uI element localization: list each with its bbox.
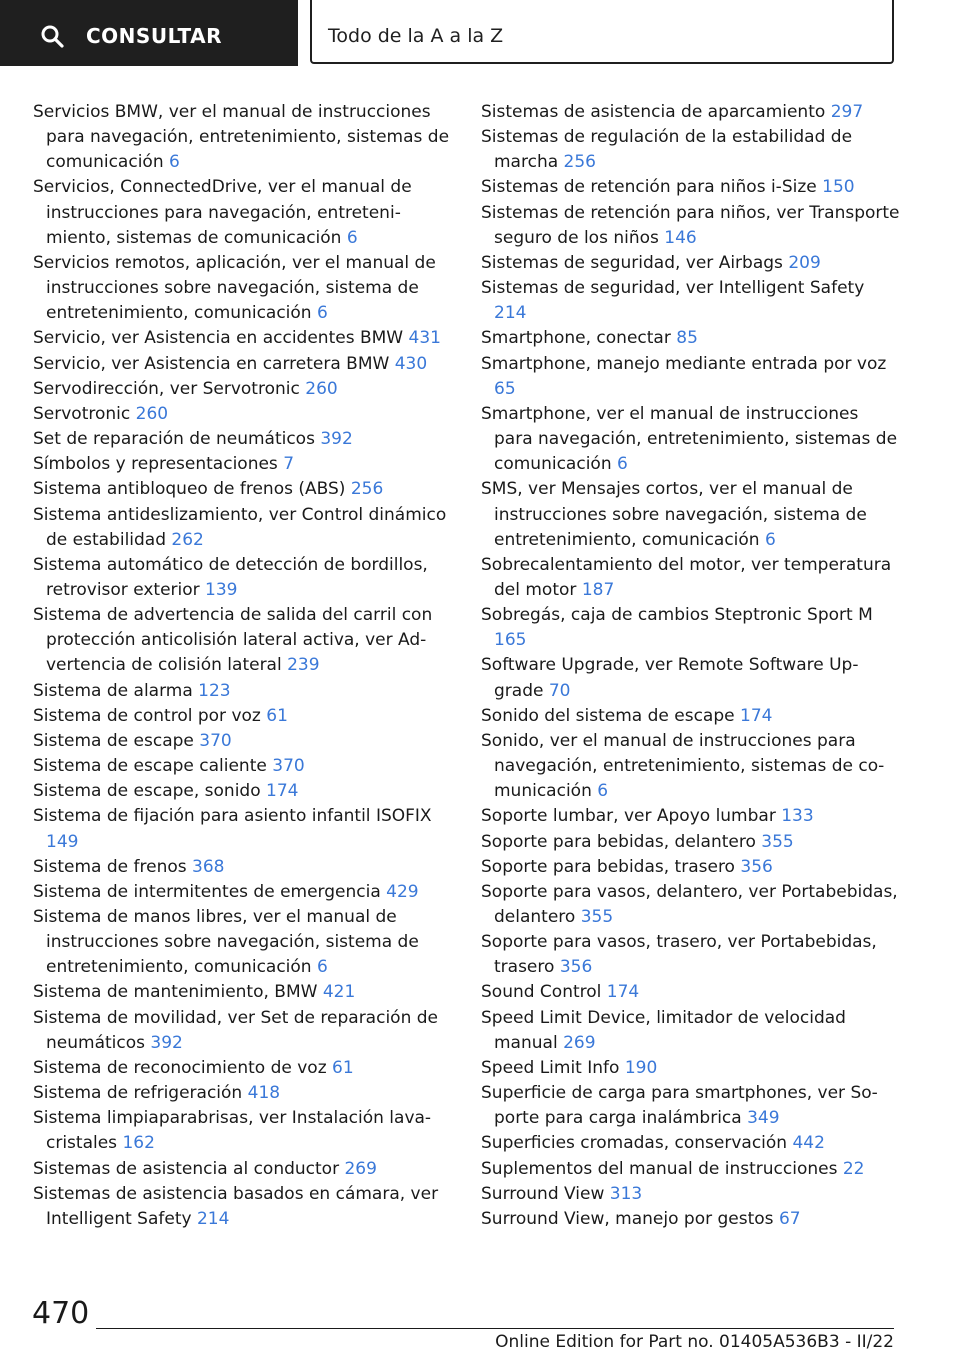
index-entry [33,477,453,502]
page-reference-link[interactable]: 349 [747,1108,780,1129]
index-entry-text: Surround View [481,1183,605,1204]
page-reference-link[interactable]: 6 [617,454,628,475]
index-entry-text: Sistema antibloqueo de frenos (ABS) [33,479,346,500]
page-reference-link[interactable]: 214 [494,303,527,324]
index-entry-text: Smartphone, ver el manual de instrucciones para navegación, entretenimiento, sistemas de comunicación [481,403,898,475]
index-entry-text: Sistema de refrigeración [33,1083,243,1104]
footer-divider [96,1328,894,1329]
index-entry-text: Sistema de control por voz [33,705,261,726]
index-entry [481,1081,901,1131]
index-entry-text: Sistemas de seguridad, ver Intelligent Safety [481,278,865,299]
page-reference-link[interactable]: 260 [305,378,338,399]
page-reference-link[interactable]: 356 [559,957,593,978]
index-entry-text: Soporte para bebidas, trasero [481,856,735,877]
index-entry-text: Sistemas de asistencia basados en cámara, ver Intelligent Safety [33,1183,439,1229]
page-reference-link[interactable]: 150 [822,177,855,198]
page-reference-link[interactable]: 269 [344,1158,377,1179]
index-entry [33,175,453,250]
index-entry-text: Sistema de escape caliente [33,756,267,777]
index-entry [481,1182,901,1207]
index-entry-text: Set de reparación de neumáticos [33,429,315,450]
index-entry-text: Sistema limpiaparabrisas, ver Instalación lavacristales [33,1108,432,1154]
page-reference-link[interactable]: 7 [283,454,295,475]
index-entry-text: Sistema de manos libres, ver el manual de instrucciones sobre navegación, sistema de entretenimiento, comunicación [33,907,419,978]
page-reference-link[interactable]: 6 [597,781,609,802]
page-reference-link[interactable]: 149 [46,831,79,852]
page-reference-link[interactable]: 6 [169,152,180,173]
search-icon [40,24,64,48]
page-reference-link[interactable]: 368 [192,856,225,877]
index-entry [33,427,453,452]
page-reference-link[interactable]: 260 [135,403,169,424]
index-entry [33,251,453,326]
index-entry [33,1182,453,1232]
section-title: Todo de la A a la Z [328,25,504,47]
index-entry-text: Sistema de mantenimiento, BMW [33,982,318,1003]
index-column-right [481,100,901,1232]
index-entry-text: Sistema de escape, sonido [33,781,261,802]
index-entry-text: Sistemas de retención para niños, ver Transporte seguro de los niños [481,202,900,248]
index-entry-text: Sistema automático de detección de bordillos, retrovisor exterior [33,554,428,600]
index-entry-text: Servotronic [33,403,131,424]
index-entry [33,1157,453,1182]
index-entry-text: Superficie de carga para smartphones, ver Soporte para carga inalámbrica [481,1083,878,1129]
index-entry [481,125,901,175]
index-entry [481,804,901,829]
page-reference-link[interactable]: 6 [316,303,328,324]
index-entry [33,326,453,351]
index-entry [481,326,901,351]
index-entry [481,930,901,980]
index-entry-text: Soporte para vasos, delantero, ver Portabebidas, delantero [481,881,898,927]
index-entry [481,1006,901,1056]
consult-button[interactable] [0,0,298,66]
page-number: 470 [32,1296,90,1331]
page-reference-link[interactable]: 269 [563,1032,596,1053]
page-reference-link[interactable]: 174 [266,781,299,802]
page-reference-link[interactable]: 313 [609,1183,643,1204]
page-reference-link[interactable]: 421 [322,982,356,1003]
page-reference-link[interactable]: 61 [266,705,288,726]
page-reference-link[interactable]: 22 [842,1158,865,1179]
index-entry-text: Soporte para vasos, trasero, ver Portabebidas, trasero [481,932,877,978]
page-reference-link[interactable]: 174 [606,982,640,1003]
page-reference-link[interactable]: 162 [122,1133,155,1154]
index-entry-text: Sonido del sistema de escape [481,705,735,726]
page-reference-link[interactable]: 429 [386,881,419,902]
index-entry-text: Sistema de fijación para asiento infantil ISOFIX [33,806,432,827]
page-reference-link[interactable]: 256 [350,479,384,500]
index-entry [481,553,901,603]
page-reference-link[interactable]: 239 [287,655,320,676]
index-entry [481,855,901,880]
index-entry [33,1106,453,1156]
index-entry-text: Suplementos del manual de instrucciones [481,1158,838,1179]
index-entry [33,352,453,377]
index-entry [481,880,901,930]
index-entry [33,779,453,804]
index-entry [481,729,901,804]
page-reference-link[interactable]: 133 [781,806,814,827]
index-entry-text: Servodirección, ver Servotronic [33,378,300,399]
index-entry-text: Servicios BMW, ver el manual de instrucciones para navegación, entretenimiento, sistemas de comunicación [33,102,450,173]
page-reference-link[interactable]: 190 [624,1057,658,1078]
index-entry-text: Servicio, ver Asistencia en accidentes BMW [33,328,404,349]
index-entry [33,855,453,880]
index-entry [481,352,901,402]
index-entry [481,1207,901,1232]
page-reference-link[interactable]: 174 [740,705,773,726]
index-entry [33,704,453,729]
index-entry [33,729,453,754]
index-entry-text: Servicios remotos, aplicación, ver el manual de instrucciones sobre navegación, sistema de entretenimiento, comunicación [33,252,436,324]
page-reference-link[interactable]: 356 [740,856,773,877]
page-reference-link[interactable]: 146 [664,227,697,248]
index-entry-text: Sistema antideslizamiento, ver Control dinámico de estabilidad [33,504,447,550]
index-entry-text: Sistema de escape [33,730,194,751]
index-entry [33,880,453,905]
index-entry-text: Sistema de alarma [33,680,193,701]
section-tab[interactable] [310,0,894,64]
index-entry-text: Software Upgrade, ver Remote Software Upgrade [481,655,859,701]
page-reference-link[interactable]: 262 [171,529,204,550]
index-entry [481,251,901,276]
index-entry [33,1006,453,1056]
index-entry [481,830,901,855]
index-entry-text: Sound Control [481,982,602,1003]
page-reference-link[interactable]: 392 [320,429,353,450]
index-entry [481,175,901,200]
index-entry [481,477,901,552]
index-entry [481,276,901,326]
index-entry [33,905,453,980]
index-column-left [33,100,453,1232]
index-entry-text: Símbolos y representaciones [33,454,278,475]
index-entry [33,100,453,175]
page-reference-link[interactable]: 165 [494,630,527,651]
index-entry [481,402,901,477]
index-entry [33,679,453,704]
page-reference-link[interactable]: 392 [150,1032,183,1053]
index-entry [33,553,453,603]
page-reference-link[interactable]: 430 [394,353,428,374]
index-entry-text: Sistemas de seguridad, ver Airbags [481,252,783,273]
index-entry-text: Smartphone, manejo mediante entrada por voz [481,353,887,374]
consult-label: CONSULTAR [86,24,222,48]
page-reference-link[interactable]: 187 [581,579,615,600]
page-reference-link[interactable]: 123 [198,680,231,701]
page-reference-link[interactable]: 256 [563,152,596,173]
page-reference-link[interactable]: 6 [764,529,776,550]
index-entry [481,1056,901,1081]
index-entry-text: Speed Limit Info [481,1057,620,1078]
index-entry [481,653,901,703]
page-reference-link[interactable]: 431 [408,328,441,349]
page-reference-link[interactable]: 85 [676,328,698,349]
index-entry-text: Sistemas de asistencia de aparcamiento [481,102,826,122]
index-entry-text: Sistema de intermitentes de emergencia [33,881,381,902]
index-entry-text: Sonido, ver el manual de instrucciones para navegación, entretenimiento, sistemas de comunicación [481,730,885,802]
index-entry [481,100,901,125]
index-entry [33,452,453,477]
page-reference-link[interactable]: 418 [247,1083,281,1104]
index-entry-text: Speed Limit Device, limitador de velocidad manual [481,1007,846,1053]
page-reference-link[interactable]: 297 [830,102,864,122]
index-entry-text: Sistemas de regulación de la estabilidad de marcha [481,127,853,173]
index-entry-text: Servicios, ConnectedDrive, ver el manual de instrucciones para navegación, entretenimiento, sistemas de comunicación [33,177,412,248]
index-entry-text: Sistema de frenos [33,856,187,877]
index-entry [33,1081,453,1106]
index-entry-text: Sobrecalentamiento del motor, ver temperatura del motor [481,554,892,600]
page-header [0,0,960,66]
page-reference-link[interactable]: 65 [494,378,516,399]
index-entry [33,1056,453,1081]
index-entry-text: Smartphone, conectar [481,328,671,349]
index-entry-text: Servicio, ver Asistencia en carretera BMW [33,353,390,374]
page-reference-link[interactable]: 214 [196,1208,230,1229]
index-entry [33,754,453,779]
index-entry-text: Sistema de advertencia de salida del carril con protección anticolisión lateral activa, ver Advertencia de colisión lateral [33,605,433,676]
page-reference-link[interactable]: 139 [205,579,238,600]
page-reference-link[interactable]: 6 [346,227,358,248]
index-entry [481,980,901,1005]
page-reference-link[interactable]: 209 [788,252,821,273]
page-reference-link[interactable]: 355 [761,831,794,852]
index-entry-text: Superficies cromadas, conservación [481,1133,788,1154]
page-reference-link[interactable]: 355 [580,907,614,927]
index-entry [481,201,901,251]
index-entry [33,402,453,427]
index-entry-text: Soporte lumbar, ver Apoyo lumbar [481,806,776,827]
page-reference-link[interactable]: 370 [199,730,232,751]
index-entry [33,804,453,854]
index-entry-text: Soporte para bebidas, delantero [481,831,756,852]
index-entry [481,1131,901,1156]
index-entry-text: Sistema de movilidad, ver Set de reparación de neumáticos [33,1007,439,1053]
page-reference-link[interactable]: 442 [792,1133,825,1154]
page-reference-link[interactable]: 70 [548,680,571,701]
page-reference-link[interactable]: 67 [778,1208,801,1229]
index-entry [481,704,901,729]
page-reference-link[interactable]: 370 [272,756,305,777]
edition-note: Online Edition for Part no. 01405A536B3 - II/22 [495,1332,894,1352]
index-entry-text: Sistemas de retención para niños i-Size [481,177,817,198]
index-entry [481,603,901,653]
page-reference-link[interactable]: 61 [332,1057,354,1078]
index-entry [33,503,453,553]
index-entry [33,603,453,678]
index-entry-text: SMS, ver Mensajes cortos, ver el manual de instrucciones sobre navegación, sistema de entretenimiento, comunicación [481,479,867,550]
index-entry [481,1157,901,1182]
index-entry-text: Sistemas de asistencia al conductor [33,1158,340,1179]
page-reference-link[interactable]: 6 [316,957,328,978]
index-entry-text: Sobregás, caja de cambios Steptronic Sport M [481,605,873,626]
index-entry-text: Surround View, manejo por gestos [481,1208,774,1229]
index-entry-text: Sistema de reconocimiento de voz [33,1057,327,1078]
index-entry [33,980,453,1005]
index-entry [33,377,453,402]
